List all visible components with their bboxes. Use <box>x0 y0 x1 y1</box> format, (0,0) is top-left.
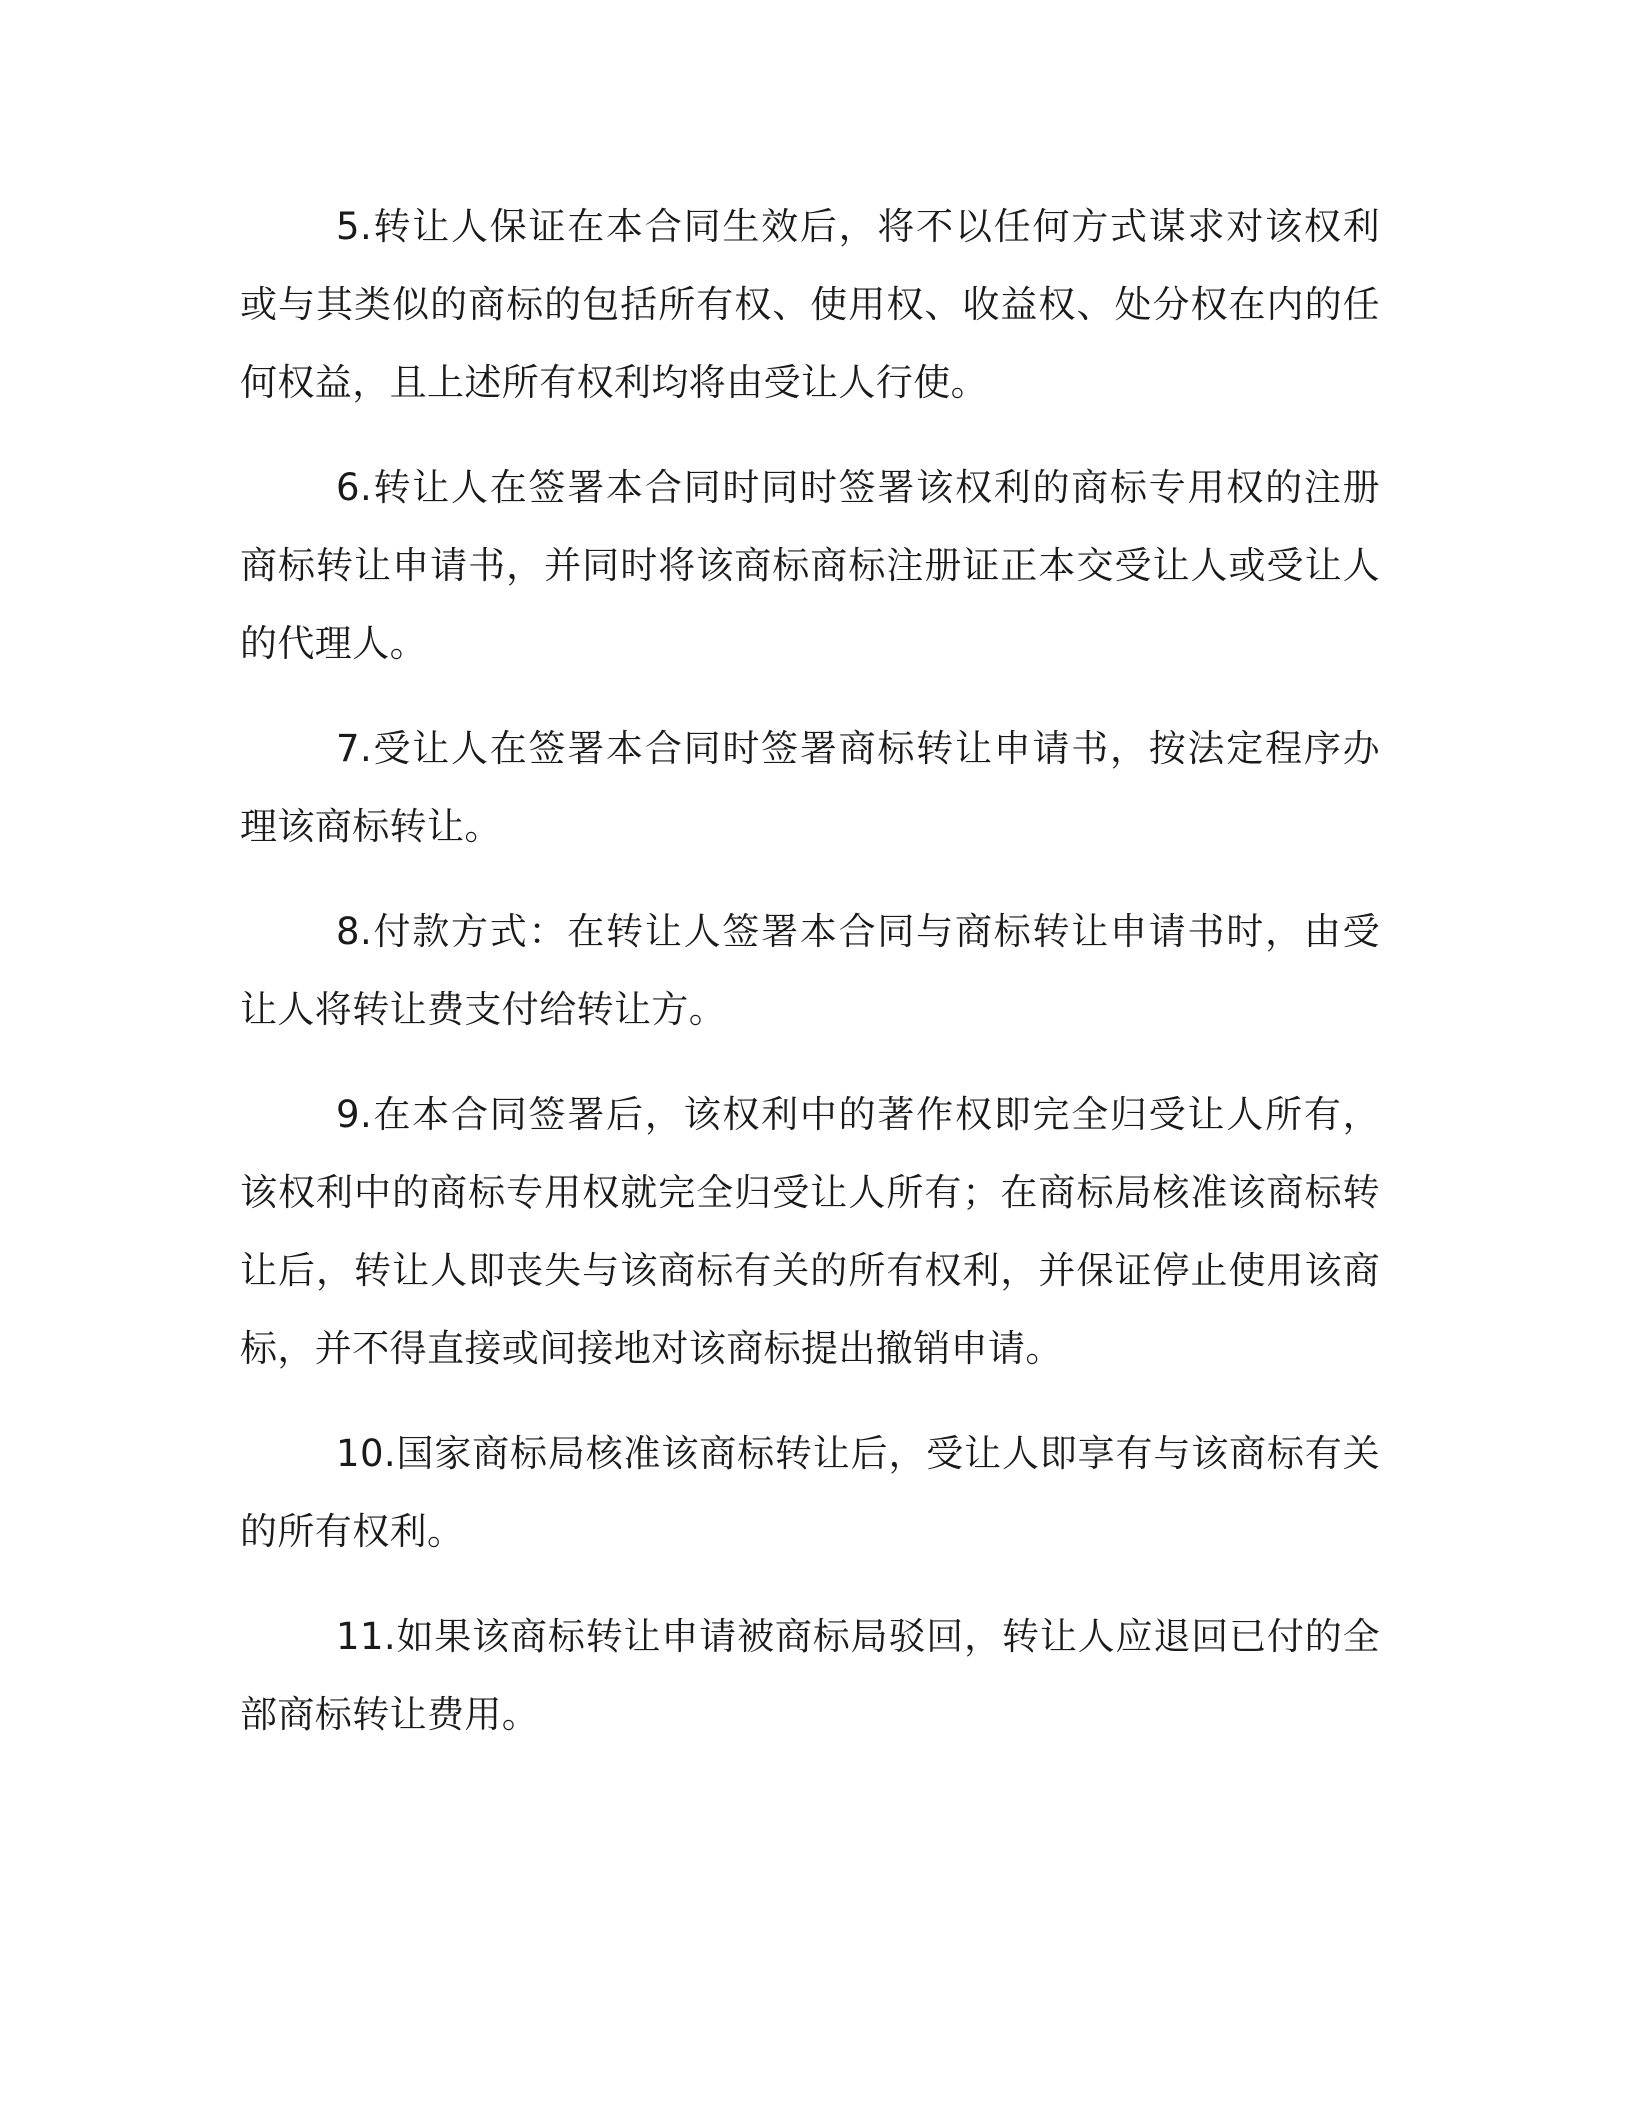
clause-10: 10.国家商标局核准该商标转让后，受让人即享有与该商标有关的所有权利。 <box>240 1432 1380 1553</box>
clause-9: 9.在本合同签署后，该权利中的著作权即完全归受让人所有，该权利中的商标专用权就完全归受让人所有；在商标局核准该商标转让后，转让人即丧失与该商标有关的所有权利，并保证停止使用该商标，并不得直接或间接地对该商标提出撤销申请。 <box>240 1093 1380 1370</box>
clause-5: 5.转让人保证在本合同生效后，将不以任何方式谋求对该权利或与其类似的商标的包括所有权、使用权、收益权、处分权在内的任何权益，且上述所有权利均将由受让人行使。 <box>240 205 1380 404</box>
clause-6: 6.转让人在签署本合同时同时签署该权利的商标专用权的注册商标转让申请书，并同时将该商标商标注册证正本交受让人或受让人的代理人。 <box>240 466 1380 665</box>
contract-body <box>240 188 1380 1781</box>
clause-7: 7.受让人在签署本合同时签署商标转让申请书，按法定程序办理该商标转让。 <box>240 727 1380 848</box>
clause-8: 8.付款方式：在转让人签署本合同与商标转让申请书时，由受让人将转让费支付给转让方。 <box>240 910 1380 1031</box>
clause-11: 11.如果该商标转让申请被商标局驳回，转让人应退回已付的全部商标转让费用。 <box>240 1615 1380 1736</box>
